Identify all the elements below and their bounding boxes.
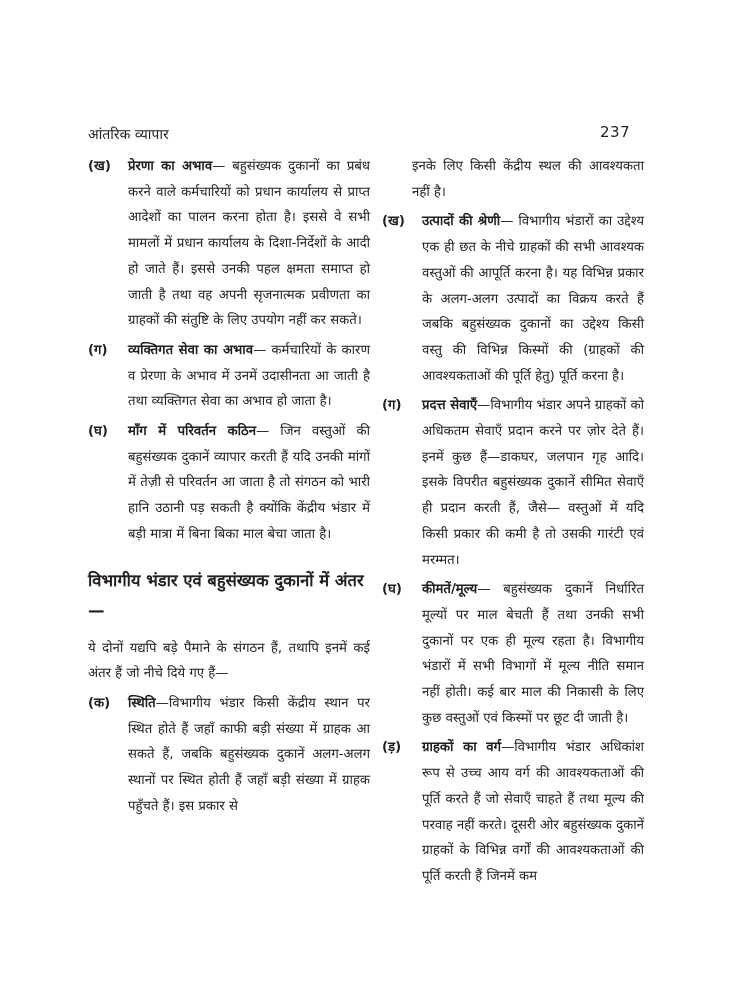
right-column	[382, 154, 644, 890]
item-title: स्थिति	[128, 695, 156, 711]
list-item	[382, 577, 644, 731]
page-number: 237	[600, 123, 631, 141]
item-title: प्रदत्त सेवाएँ	[422, 398, 478, 414]
item-marker: (घ)	[382, 582, 402, 598]
item-text: — कर्मचारियों के कारण व प्रेरणा के अभाव में उनमें उदासीनता आ जाती है तथा व्यक्तिगत सेवा का अभाव हो जाता है।	[128, 342, 370, 410]
item-title: कीमतें/मूल्य	[422, 582, 478, 598]
continuation-text: इनके लिए किसी केंद्रीय स्थल की आवश्यकता नहीं है।	[412, 159, 644, 200]
list-item	[88, 419, 370, 548]
item-title: व्यक्तिगत सेवा का अभाव	[128, 342, 254, 358]
item-marker: (ग)	[382, 398, 402, 414]
section-intro: ये दोनों यद्यपि बड़े पैमाने के संगठन हैं, तथापि इनमें कई अंतर हैं जो नीचे दिये गए हैं—	[88, 640, 370, 682]
item-text: —विभागीय भंडार अपने ग्राहकों को अधिकतम सेवाएँ प्रदान करने पर ज़ोर देते हैं। इनमें कुछ हैं—डाकघर, जलपान गृह आदि। इसके विपरीत बहुसंख्यक दुकानें सीमित सेवाएँ ही प्रदान करती हैं, जैसे— वस्तुओं में यदि किसी प्रकार की कमी है तो उसकी गारंटी एवं मरम्मत।	[422, 398, 645, 568]
list-item	[382, 393, 644, 573]
item-title: प्रेरणा का अभाव	[128, 159, 213, 174]
list-item	[382, 735, 644, 889]
item-text: — जिन वस्तुओं की बहुसंख्यक दुकानें व्यापार करती हैं यदि उनकी मांगों में तेज़ी से परिवर्तन आ जाता है तो संगठन को भारी हानि उठानी पड़ सकती है क्योंकि केंद्रीय भंडार में बड़ी मात्रा में बिना बिका माल बेचा जाता है।	[128, 424, 370, 542]
item-text: — बहुसंख्यक दुकानों का प्रबंध करने वाले कर्मचारियों को प्रधान कार्यालय से प्राप्त आदेशों का पालन करना होता है। इससे वे सभी मामलों में प्रधान कार्यालय के दिशा-निर्देशों के आदी हो जाते हैं। इससे उनकी पहल क्षमता समाप्त हो जाती है तथा वह अपनी सृजनात्मक प्रवीणता का ग्राहकों की संतुष्टि के लिए उपयोग नहीं कर सकते।	[128, 159, 370, 329]
item-marker: (ड़)	[382, 740, 402, 756]
item-title: ग्राहकों का वर्ग	[422, 740, 502, 756]
item-marker: (ख)	[88, 159, 111, 174]
list-item	[88, 338, 370, 415]
item-marker: (घ)	[88, 424, 108, 440]
list-item	[88, 154, 370, 334]
left-column	[88, 154, 370, 819]
list-item	[382, 209, 644, 389]
item-text: — विभागीय भंडारों का उद्देश्य एक ही छत के नीचे ग्राहकों की सभी आवश्यक वस्तुओं की आपूर्ति करना है। यह विभिन्न प्रकार के अलग-अलग उत्पादों का विक्रय करते हैं जबकि बहुसंख्यक दुकानों का उद्देश्य किसी वस्तु की विभिन्न किस्मों की (ग्राहकों की आवश्यकताओं की पूर्ति हेतु) पूर्ति करना है।	[422, 214, 644, 384]
item-marker: (ग)	[88, 342, 108, 358]
item-title: माँग में परिवर्तन कठिन	[128, 424, 257, 440]
item-text: —विभागीय भंडार किसी केंद्रीय स्थान पर स्थित होते हैं जहाँ काफी बड़ी संख्या में ग्राहक आ सकते हैं, जबकि बहुसंख्यक दुकानें अलग-अलग स्थानों पर स्थित होती हैं जहाँ बड़ी संख्या में ग्राहक पहुँचते हैं। इस प्रकार से	[128, 695, 370, 814]
list-item	[88, 691, 370, 820]
item-marker: (ख)	[382, 214, 405, 230]
item-text: —विभागीय भंडार अधिकांश रूप से उच्च आय वर्ग की आवश्यकताओं की पूर्ति करते हैं जो सेवाएँ चाहते हैं तथा मूल्य की परवाह नहीं करते। दूसरी ओर बहुसंख्यक दुकानें ग्राहकों के विभिन्न वर्गों की आवश्यकताओं की पूर्ति करती हैं जिनमें कम	[422, 740, 644, 884]
item-marker: (क)	[88, 695, 111, 711]
section-heading: विभागीय भंडार एवं बहुसंख्यक दुकानों में अंतर—	[88, 570, 364, 620]
running-header-chapter: आंतरिक व्यापार	[88, 127, 169, 143]
item-text: — बहुसंख्यक दुकानें निर्धारित मूल्यों पर माल बेचती हैं तथा उनकी सभी दुकानों पर एक ही मूल्य रहता है। विभागीय भंडारों में सभी विभागों में मूल्य नीति समान नहीं होती। कई बार माल की निकासी के लिए कुछ वस्तुओं एवं किस्मों पर छूट दी जाती है।	[422, 582, 644, 726]
item-title: उत्पादों की श्रेणी	[422, 214, 501, 230]
